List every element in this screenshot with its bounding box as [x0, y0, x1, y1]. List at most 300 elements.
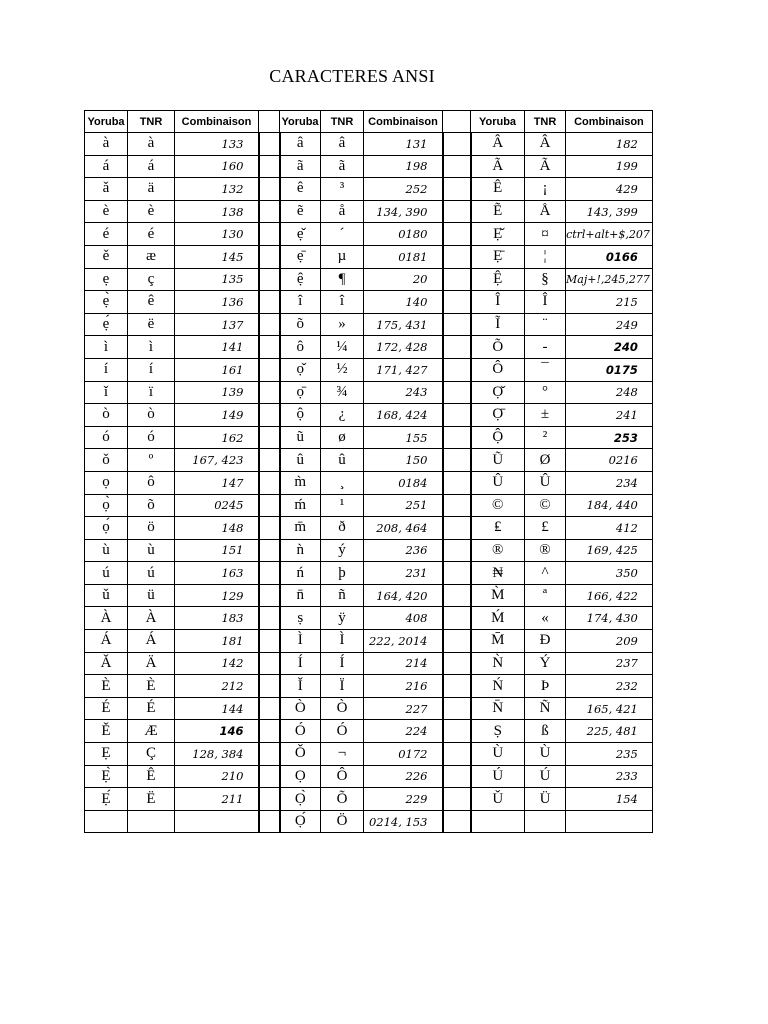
yoruba-char: ẹ̌: [280, 223, 321, 246]
yoruba-char: Ì: [280, 630, 321, 653]
tnr-char: å: [321, 200, 364, 223]
table-row: [85, 720, 653, 743]
column-separator: [259, 743, 280, 766]
yoruba-char: Ẹ́: [85, 788, 128, 811]
tnr-char: ù: [128, 539, 175, 562]
header-tnr: TNR: [525, 111, 566, 133]
column-separator: [259, 471, 280, 494]
tnr-char: ª: [525, 584, 566, 607]
column-separator: [259, 810, 280, 833]
tnr-char: Ø: [525, 449, 566, 472]
yoruba-char: m̀: [280, 471, 321, 494]
combination-code: 139: [175, 381, 259, 404]
combination-code: 237: [566, 652, 653, 675]
yoruba-char: ǎ: [85, 178, 128, 201]
yoruba-char: M̄: [471, 630, 525, 653]
tnr-char: Ê: [128, 765, 175, 788]
table-row: [85, 810, 653, 833]
header-combinaison: Combinaison: [364, 111, 443, 133]
tnr-char: Æ: [128, 720, 175, 743]
tnr-char: ½: [321, 358, 364, 381]
header-tnr: TNR: [128, 111, 175, 133]
combination-code: 168, 424: [364, 404, 443, 427]
combination-code: 249: [566, 313, 653, 336]
table-row: [85, 652, 653, 675]
tnr-char: ò: [128, 404, 175, 427]
tnr-char: ÿ: [321, 607, 364, 630]
tnr-char: Ý: [525, 652, 566, 675]
column-separator: [259, 223, 280, 246]
combination-code: 154: [566, 788, 653, 811]
tnr-char: ø: [321, 426, 364, 449]
yoruba-char: ǔ: [85, 584, 128, 607]
yoruba-char: ǐ: [85, 381, 128, 404]
combination-code: 181: [175, 630, 259, 653]
combination-code: 132: [175, 178, 259, 201]
yoruba-char: ó: [85, 426, 128, 449]
combination-code: 137: [175, 313, 259, 336]
column-separator: [259, 449, 280, 472]
yoruba-char: Ẹ̄: [471, 245, 525, 268]
combination-code: 212: [175, 675, 259, 698]
combination-code: 412: [566, 517, 653, 540]
yoruba-char: û: [280, 449, 321, 472]
tnr-char: ¦: [525, 245, 566, 268]
column-separator: [443, 675, 471, 698]
table-row: [85, 268, 653, 291]
combination-code: 253: [566, 426, 653, 449]
combination-code: 155: [364, 426, 443, 449]
combination-code: 350: [566, 562, 653, 585]
tnr-char: ´: [321, 223, 364, 246]
yoruba-char: Ú: [471, 765, 525, 788]
tnr-char: ¼: [321, 336, 364, 359]
combination-code: 146: [175, 720, 259, 743]
column-separator: [443, 313, 471, 336]
yoruba-char: Û: [471, 471, 525, 494]
yoruba-char: Ǐ: [280, 675, 321, 698]
combination-code: 165, 421: [566, 697, 653, 720]
combination-code: 140: [364, 291, 443, 314]
column-separator: [259, 111, 280, 133]
yoruba-char: í: [85, 358, 128, 381]
tnr-char: à: [128, 133, 175, 156]
column-separator: [259, 562, 280, 585]
combination-code: 183: [175, 607, 259, 630]
combination-code: 161: [175, 358, 259, 381]
tnr-char: Ú: [525, 765, 566, 788]
column-separator: [443, 517, 471, 540]
tnr-char: ç: [128, 268, 175, 291]
combination-code: 0180: [364, 223, 443, 246]
combination-code: 138: [175, 200, 259, 223]
combination-code: 0166: [566, 245, 653, 268]
yoruba-char: N̄: [471, 697, 525, 720]
yoruba-char: Á: [85, 630, 128, 653]
combination-code: 166, 422: [566, 584, 653, 607]
column-separator: [443, 178, 471, 201]
column-separator: [443, 291, 471, 314]
column-separator: [443, 155, 471, 178]
column-separator: [443, 471, 471, 494]
yoruba-char: Ũ: [471, 449, 525, 472]
tnr-char: §: [525, 268, 566, 291]
yoruba-char: Í: [280, 652, 321, 675]
tnr-char: Þ: [525, 675, 566, 698]
column-separator: [259, 313, 280, 336]
combination-code: 0181: [364, 245, 443, 268]
yoruba-char: Â: [471, 133, 525, 156]
yoruba-char: Ǹ: [471, 652, 525, 675]
combination-code: [175, 810, 259, 833]
yoruba-char: ù: [85, 539, 128, 562]
yoruba-char: m̄: [280, 517, 321, 540]
tnr-char: õ: [128, 494, 175, 517]
combination-code: 208, 464: [364, 517, 443, 540]
column-separator: [259, 155, 280, 178]
combination-code: 182: [566, 133, 653, 156]
tnr-char: Â: [525, 133, 566, 156]
combination-code: 236: [364, 539, 443, 562]
combination-code: 429: [566, 178, 653, 201]
table-row: [85, 584, 653, 607]
column-separator: [259, 584, 280, 607]
combination-code: 0175: [566, 358, 653, 381]
header-yoruba: Yoruba: [471, 111, 525, 133]
tnr-char: Ñ: [525, 697, 566, 720]
table-body: [85, 133, 653, 833]
tnr-char: î: [321, 291, 364, 314]
yoruba-char: Ĩ: [471, 313, 525, 336]
yoruba-char: ũ: [280, 426, 321, 449]
column-separator: [443, 607, 471, 630]
table-row: [85, 517, 653, 540]
column-separator: [259, 133, 280, 156]
yoruba-char: ẹ: [85, 268, 128, 291]
combination-code: 216: [364, 675, 443, 698]
column-separator: [259, 652, 280, 675]
tnr-char: ¹: [321, 494, 364, 517]
yoruba-char: Ò: [280, 697, 321, 720]
combination-code: 198: [364, 155, 443, 178]
tnr-char: £: [525, 517, 566, 540]
table-row: [85, 358, 653, 381]
tnr-char: ^: [525, 562, 566, 585]
combination-code: 0172: [364, 743, 443, 766]
tnr-char: Ä: [128, 652, 175, 675]
combination-code: 184, 440: [566, 494, 653, 517]
tnr-char: ô: [128, 471, 175, 494]
column-separator: [443, 268, 471, 291]
combination-code: 241: [566, 404, 653, 427]
yoruba-char: Ọ̌: [471, 381, 525, 404]
yoruba-char: ǒ: [85, 449, 128, 472]
yoruba-char: ®: [471, 539, 525, 562]
column-separator: [443, 381, 471, 404]
combination-code: 231: [364, 562, 443, 585]
tnr-char: ®: [525, 539, 566, 562]
combination-code: 248: [566, 381, 653, 404]
yoruba-char: Ọ́: [280, 810, 321, 833]
tnr-char: É: [128, 697, 175, 720]
header-combinaison: Combinaison: [175, 111, 259, 133]
column-separator: [259, 178, 280, 201]
combination-code: 130: [175, 223, 259, 246]
yoruba-char: [85, 810, 128, 833]
column-separator: [443, 652, 471, 675]
yoruba-char: ộ: [280, 404, 321, 427]
combination-code: 149: [175, 404, 259, 427]
tnr-char: »: [321, 313, 364, 336]
table-row: [85, 404, 653, 427]
tnr-char: ö: [128, 517, 175, 540]
column-separator: [443, 584, 471, 607]
yoruba-char: ₤: [471, 517, 525, 540]
tnr-char: ¬: [321, 743, 364, 766]
tnr-char: Ö: [321, 810, 364, 833]
yoruba-char: ọ: [85, 471, 128, 494]
yoruba-char: É: [85, 697, 128, 720]
yoruba-char: Ẹ: [85, 743, 128, 766]
tnr-char: ²: [525, 426, 566, 449]
yoruba-char: ń: [280, 562, 321, 585]
table-row: [85, 630, 653, 653]
table-row: [85, 562, 653, 585]
combination-code: 0214, 153: [364, 810, 443, 833]
table-row: [85, 155, 653, 178]
column-separator: [259, 426, 280, 449]
header-combinaison: Combinaison: [566, 111, 653, 133]
yoruba-char: î: [280, 291, 321, 314]
column-separator: [259, 381, 280, 404]
tnr-char: Å: [525, 200, 566, 223]
column-separator: [443, 200, 471, 223]
combination-code: 164, 420: [364, 584, 443, 607]
tnr-char: -: [525, 336, 566, 359]
combination-code: 144: [175, 697, 259, 720]
tnr-char: ±: [525, 404, 566, 427]
yoruba-char: á: [85, 155, 128, 178]
yoruba-char: Ě: [85, 720, 128, 743]
column-separator: [259, 358, 280, 381]
table-row: [85, 765, 653, 788]
table-row: [85, 788, 653, 811]
yoruba-char: Ê: [471, 178, 525, 201]
column-separator: [443, 630, 471, 653]
table-row: [85, 539, 653, 562]
tnr-char: Ù: [525, 743, 566, 766]
tnr-char: Á: [128, 630, 175, 653]
combination-code: 147: [175, 471, 259, 494]
column-separator: [443, 788, 471, 811]
combination-code: 252: [364, 178, 443, 201]
tnr-char: ¸: [321, 471, 364, 494]
header-row: [85, 111, 653, 133]
column-separator: [443, 111, 471, 133]
combination-code: 233: [566, 765, 653, 788]
yoruba-char: ṣ: [280, 607, 321, 630]
yoruba-char: ã: [280, 155, 321, 178]
tnr-char: Ì: [321, 630, 364, 653]
yoruba-char: ẹ́: [85, 313, 128, 336]
table-row: [85, 291, 653, 314]
yoruba-char: Ḿ: [471, 607, 525, 630]
column-separator: [259, 675, 280, 698]
tnr-char: Ó: [321, 720, 364, 743]
column-separator: [443, 133, 471, 156]
column-separator: [259, 788, 280, 811]
combination-code: 167, 423: [175, 449, 259, 472]
column-separator: [443, 494, 471, 517]
combination-code: 226: [364, 765, 443, 788]
table-row: [85, 178, 653, 201]
tnr-char: º: [128, 449, 175, 472]
combination-code: 151: [175, 539, 259, 562]
combination-code: 0216: [566, 449, 653, 472]
combination-code: 0245: [175, 494, 259, 517]
ansi-table: [84, 110, 653, 833]
tnr-char: ñ: [321, 584, 364, 607]
tnr-char: æ: [128, 245, 175, 268]
yoruba-char: Ẽ: [471, 200, 525, 223]
combination-code: 222, 2014: [364, 630, 443, 653]
column-separator: [259, 630, 280, 653]
column-separator: [443, 720, 471, 743]
yoruba-char: ệ: [280, 268, 321, 291]
tnr-char: ß: [525, 720, 566, 743]
combination-code: 128, 384: [175, 743, 259, 766]
tnr-char: ¶: [321, 268, 364, 291]
yoruba-char: ě: [85, 245, 128, 268]
yoruba-char: Ọ: [280, 765, 321, 788]
tnr-char: ©: [525, 494, 566, 517]
tnr-char: ü: [128, 584, 175, 607]
tnr-char: Í: [321, 652, 364, 675]
table-row: [85, 336, 653, 359]
yoruba-char: ẽ: [280, 200, 321, 223]
column-separator: [259, 291, 280, 314]
combination-code: 225, 481: [566, 720, 653, 743]
combination-code: [566, 810, 653, 833]
tnr-char: ã: [321, 155, 364, 178]
tnr-char: ¯: [525, 358, 566, 381]
yoruba-char: Ǒ: [280, 743, 321, 766]
yoruba-char: [471, 810, 525, 833]
combination-code: 209: [566, 630, 653, 653]
yoruba-char: Ṣ: [471, 720, 525, 743]
yoruba-char: ọ̌: [280, 358, 321, 381]
combination-code: 145: [175, 245, 259, 268]
combination-code: 211: [175, 788, 259, 811]
yoruba-char: Ẹ̌: [471, 223, 525, 246]
tnr-char: Ò: [321, 697, 364, 720]
combination-code: 143, 399: [566, 200, 653, 223]
column-separator: [259, 697, 280, 720]
tnr-char: À: [128, 607, 175, 630]
header-tnr: TNR: [321, 111, 364, 133]
yoruba-char: Ọ̄: [471, 404, 525, 427]
combination-code: 129: [175, 584, 259, 607]
column-separator: [259, 245, 280, 268]
column-separator: [259, 494, 280, 517]
yoruba-char: ḿ: [280, 494, 321, 517]
tnr-char: û: [321, 449, 364, 472]
column-separator: [259, 336, 280, 359]
column-separator: [259, 268, 280, 291]
combination-code: 240: [566, 336, 653, 359]
tnr-char: é: [128, 223, 175, 246]
yoruba-char: Ã: [471, 155, 525, 178]
combination-code: 163: [175, 562, 259, 585]
yoruba-char: à: [85, 133, 128, 156]
tnr-char: «: [525, 607, 566, 630]
table-row: [85, 471, 653, 494]
combination-code: 150: [364, 449, 443, 472]
column-separator: [259, 539, 280, 562]
yoruba-char: Ǔ: [471, 788, 525, 811]
yoruba-char: ẹ̀: [85, 291, 128, 314]
tnr-char: µ: [321, 245, 364, 268]
yoruba-char: ©: [471, 494, 525, 517]
column-separator: [443, 539, 471, 562]
column-separator: [259, 404, 280, 427]
combination-code: 171, 427: [364, 358, 443, 381]
yoruba-char: ò: [85, 404, 128, 427]
yoruba-char: Ǎ: [85, 652, 128, 675]
combination-code: 215: [566, 291, 653, 314]
combination-code: 234: [566, 471, 653, 494]
tnr-char: Đ: [525, 630, 566, 653]
table-row: [85, 133, 653, 156]
tnr-char: á: [128, 155, 175, 178]
column-separator: [259, 765, 280, 788]
yoruba-char: è: [85, 200, 128, 223]
tnr-char: Û: [525, 471, 566, 494]
yoruba-char: ǹ: [280, 539, 321, 562]
yoruba-char: ú: [85, 562, 128, 585]
tnr-char: [525, 810, 566, 833]
tnr-char: ú: [128, 562, 175, 585]
column-separator: [443, 562, 471, 585]
column-separator: [259, 517, 280, 540]
column-separator: [443, 449, 471, 472]
tnr-char: ï: [128, 381, 175, 404]
combination-code: 0184: [364, 471, 443, 494]
combination-code: 142: [175, 652, 259, 675]
tnr-char: ì: [128, 336, 175, 359]
combination-code: 175, 431: [364, 313, 443, 336]
yoruba-char: Ộ: [471, 426, 525, 449]
yoruba-char: Ó: [280, 720, 321, 743]
combination-code: 224: [364, 720, 443, 743]
yoruba-char: È: [85, 675, 128, 698]
yoruba-char: â: [280, 133, 321, 156]
combination-code: 135: [175, 268, 259, 291]
combination-code: 169, 425: [566, 539, 653, 562]
yoruba-char: ô: [280, 336, 321, 359]
yoruba-char: M̀: [471, 584, 525, 607]
table-row: [85, 675, 653, 698]
column-separator: [443, 245, 471, 268]
yoruba-char: ì: [85, 336, 128, 359]
yoruba-char: Ọ̀: [280, 788, 321, 811]
yoruba-char: À: [85, 607, 128, 630]
page-title: CARACTERES ANSI: [269, 66, 435, 86]
yoruba-char: Ô: [471, 358, 525, 381]
combination-code: 148: [175, 517, 259, 540]
column-separator: [443, 404, 471, 427]
tnr-char: â: [321, 133, 364, 156]
